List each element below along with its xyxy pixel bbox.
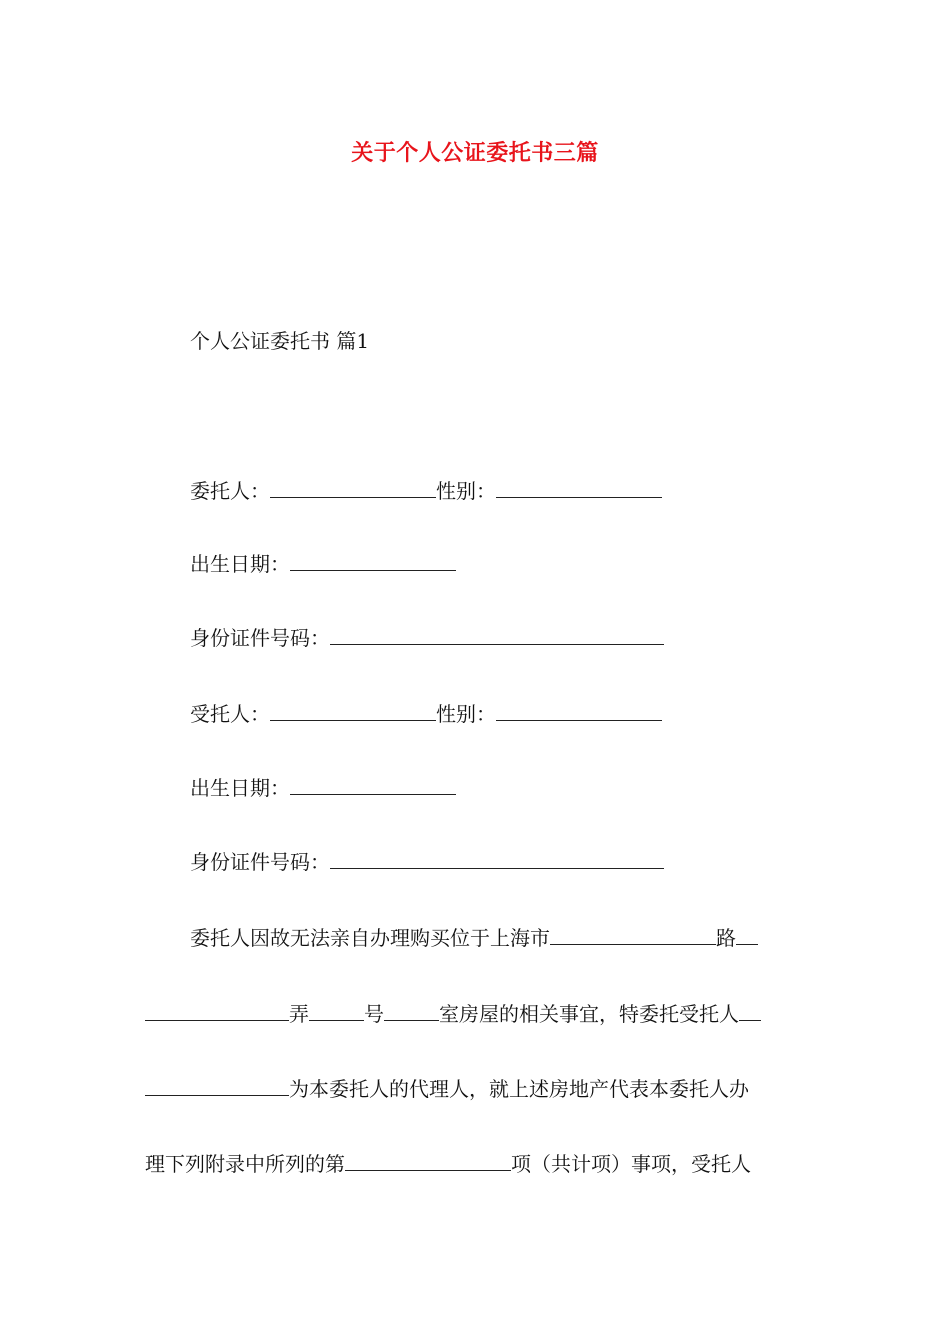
agent-birth-blank bbox=[290, 774, 456, 795]
body-line-3-text: 为本委托人的代理人，就上述房地产代表本委托人办 bbox=[289, 1077, 749, 1101]
agent-label: 受托人： bbox=[190, 702, 270, 726]
body-line-4 bbox=[145, 1148, 751, 1180]
item-number-blank bbox=[345, 1150, 511, 1171]
principal-id-label: 身份证件号码： bbox=[190, 626, 330, 650]
agent-row bbox=[190, 698, 662, 730]
principal-birth-label: 出生日期： bbox=[190, 552, 290, 576]
body-line-4-start: 理下列附录中所列的第 bbox=[145, 1152, 345, 1176]
agent-birth-label: 出生日期： bbox=[190, 776, 290, 800]
room-blank bbox=[384, 1000, 439, 1021]
principal-label: 委托人： bbox=[190, 479, 270, 503]
agent-gender-blank bbox=[496, 700, 662, 721]
road-blank bbox=[550, 924, 716, 945]
agent-name-inline-blank bbox=[145, 1075, 289, 1096]
body-line-1 bbox=[190, 922, 758, 954]
lane-label: 弄 bbox=[289, 1002, 309, 1026]
principal-birth-blank bbox=[290, 550, 456, 571]
road-tail-blank bbox=[736, 924, 758, 945]
document-title: 关于个人公证委托书三篇 bbox=[351, 140, 599, 166]
body-line-3 bbox=[145, 1073, 749, 1105]
principal-gender-label: 性别： bbox=[436, 479, 496, 503]
lane-number-blank bbox=[309, 1000, 364, 1021]
body-line-1-text: 委托人因故无法亲自办理购买位于上海市 bbox=[190, 926, 550, 950]
principal-birth-row bbox=[190, 548, 456, 580]
body-line-2 bbox=[145, 998, 761, 1030]
agent-id-label: 身份证件号码： bbox=[190, 850, 330, 874]
agent-id-blank bbox=[330, 848, 664, 869]
agent-name-blank bbox=[270, 700, 436, 721]
principal-gender-blank bbox=[496, 477, 662, 498]
principal-name-blank bbox=[270, 477, 436, 498]
road-label: 路 bbox=[716, 926, 736, 950]
agent-gender-label: 性别： bbox=[436, 702, 496, 726]
agent-id-row bbox=[190, 846, 664, 878]
number-label: 号 bbox=[364, 1002, 384, 1026]
body-line-4-end: 项（共计项）事项，受托人 bbox=[511, 1152, 751, 1176]
agent-birth-row bbox=[190, 772, 456, 804]
agent-name-tail-blank bbox=[739, 1000, 761, 1021]
principal-id-row bbox=[190, 622, 664, 654]
section-heading: 个人公证委托书 篇1 bbox=[190, 329, 370, 353]
principal-row bbox=[190, 475, 662, 507]
lane-name-blank bbox=[145, 1000, 289, 1021]
room-text: 室房屋的相关事宜，特委托受托人 bbox=[439, 1002, 739, 1026]
principal-id-blank bbox=[330, 624, 664, 645]
